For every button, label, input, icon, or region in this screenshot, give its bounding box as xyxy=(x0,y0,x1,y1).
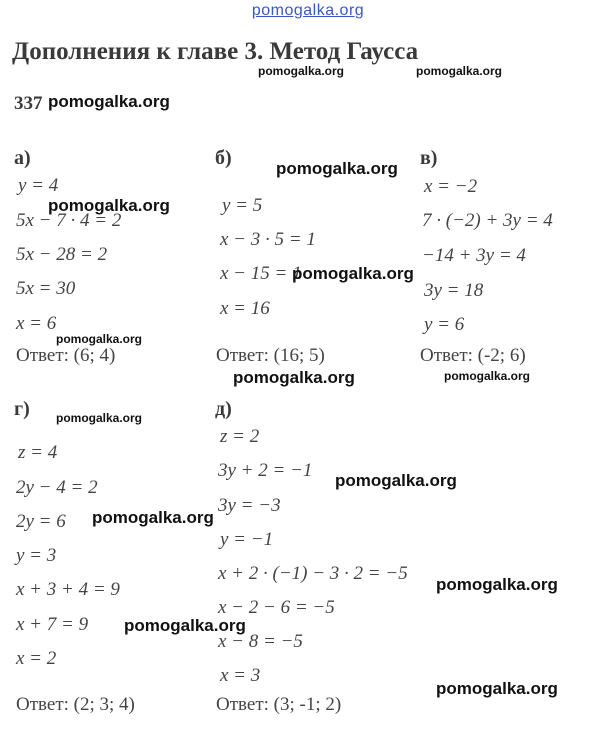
equation-line: 3y + 2 = −1 xyxy=(218,460,313,481)
equation-line: x − 3 · 5 = 1 xyxy=(220,229,316,250)
part-label-v: в) xyxy=(420,147,438,169)
watermark: pomogalka.org xyxy=(292,264,414,283)
watermark: pomogalka.org xyxy=(233,368,355,387)
part-label-a: а) xyxy=(14,147,31,169)
equation-line: z = 4 xyxy=(18,442,58,463)
equation-line: x − 2 − 6 = −5 xyxy=(218,597,335,618)
equation-line: x + 7 = 9 xyxy=(16,614,89,635)
equation-line: y = 3 xyxy=(16,545,57,566)
equation-line: x + 3 + 4 = 9 xyxy=(16,579,120,600)
equation-line: y = −1 xyxy=(220,529,274,550)
equation-line: 2y = 6 xyxy=(16,511,66,532)
watermark: pomogalka.org xyxy=(92,508,214,527)
equation-line: x = −2 xyxy=(424,176,478,197)
answer-d: Ответ: (3; -1; 2) xyxy=(216,694,342,715)
watermark: pomogalka.org xyxy=(48,196,170,215)
equation-line: x = 2 xyxy=(16,648,57,669)
watermark: pomogalka.org xyxy=(416,64,503,78)
watermark: pomogalka.org xyxy=(124,616,246,635)
equation-line: 5x − 28 = 2 xyxy=(16,244,108,265)
part-label-b: б) xyxy=(215,147,232,169)
watermark: pomogalka.org xyxy=(48,92,170,111)
equation-line: 7 · (−2) + 3y = 4 xyxy=(422,210,553,231)
problem-number: 337 xyxy=(14,93,43,114)
equation-line: −14 + 3y = 4 xyxy=(422,245,526,266)
answer-b: Ответ: (16; 5) xyxy=(216,345,325,366)
equation-line: y = 6 xyxy=(424,314,465,335)
watermark: pomogalka.org xyxy=(444,369,531,383)
equation-line: 3y = 18 xyxy=(424,280,484,301)
equation-line: y = 5 xyxy=(222,195,263,216)
page-title: Дополнения к главе 3. Метод Гаусса xyxy=(12,38,419,65)
equation-line: 3y = −3 xyxy=(218,495,281,516)
equation-line: x = 3 xyxy=(220,665,261,686)
watermark: pomogalka.org xyxy=(436,679,558,698)
watermark: pomogalka.org xyxy=(56,411,143,425)
equation-line: x − 8 = −5 xyxy=(218,631,303,652)
answer-a: Ответ: (6; 4) xyxy=(16,345,116,366)
site-header-link[interactable]: pomogalka.org xyxy=(251,2,365,19)
equation-line: 5x = 30 xyxy=(16,278,76,299)
watermark: pomogalka.org xyxy=(436,575,558,594)
equation-line: x − 15 = 1 xyxy=(220,263,302,284)
equation-line: x = 16 xyxy=(220,298,270,319)
equation-line: x = 6 xyxy=(16,313,57,334)
part-label-d: д) xyxy=(215,398,232,420)
watermark: pomogalka.org xyxy=(335,471,457,490)
watermark: pomogalka.org xyxy=(56,332,143,346)
part-label-g: г) xyxy=(14,398,30,420)
answer-g: Ответ: (2; 3; 4) xyxy=(16,694,135,715)
equation-line: 5x − 7 · 4 = 2 xyxy=(16,210,122,231)
watermark: pomogalka.org xyxy=(258,64,345,78)
equation-line: z = 2 xyxy=(220,426,260,447)
equation-line: 2y − 4 = 2 xyxy=(16,477,98,498)
equation-line: x + 2 · (−1) − 3 · 2 = −5 xyxy=(218,563,408,584)
watermark: pomogalka.org xyxy=(276,159,398,178)
answer-v: Ответ: (-2; 6) xyxy=(420,345,526,366)
equation-line: y = 4 xyxy=(18,175,59,196)
